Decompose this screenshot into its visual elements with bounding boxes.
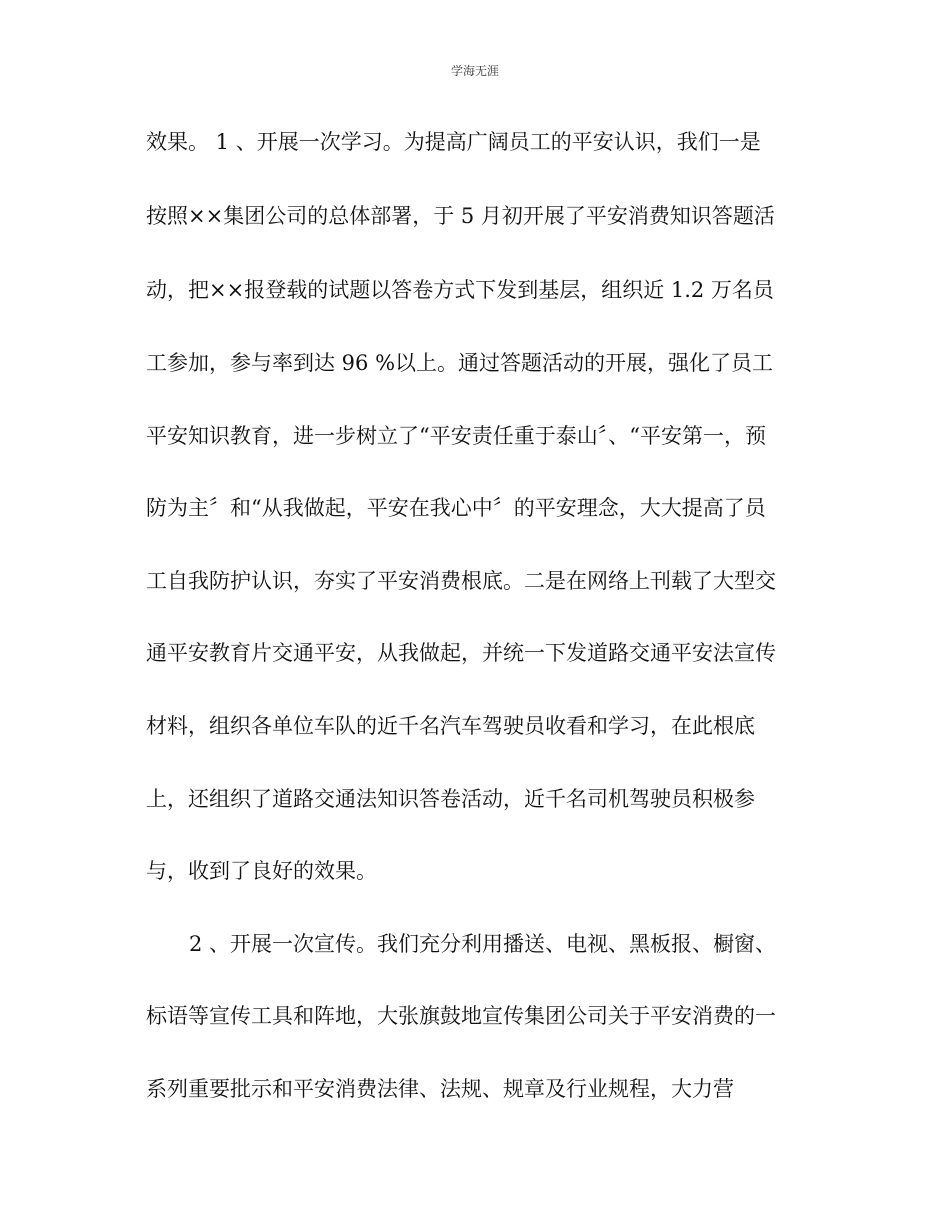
text-line: 与，收到了良好的效果。 bbox=[146, 859, 377, 883]
text-line: 效果。 1 、开展一次学习。为提高广阔员工的平安认识，我们一是 bbox=[146, 130, 761, 154]
text-line: 标语等宣传工具和阵地，大张旗鼓地宣传集团公司关于平安消费的一 bbox=[146, 1004, 776, 1028]
text-line: 材料，组织各单位车队的近千名汽车驾驶员收看和学习，在此根底 bbox=[146, 714, 755, 738]
text-line: 通平安教育片交通平安，从我做起，并统一下发道路交通平安法宣传 bbox=[146, 641, 776, 665]
text-line: 系列重要批示和平安消费法律、法规、规章及行业规程，大力营 bbox=[146, 1077, 734, 1101]
page-header: 学海无涯 bbox=[450, 64, 499, 78]
text-line: 上，还组织了道路交通法知识答卷活动，近千名司机驾驶员积极参 bbox=[146, 787, 755, 811]
text-line: 平安知识教育，进一步树立了“平安责任重于泰山〞、“平安第一，预 bbox=[146, 424, 766, 448]
text-line: 防为主〞和“从我做起，平安在我心中〞的平安理念，大大提高了员 bbox=[146, 496, 766, 520]
text-line: 按照××集团公司的总体部署，于 5 月初开展了平安消费知识答题活 bbox=[146, 204, 775, 228]
text-line: 动，把××报登载的试题以答卷方式下发到基层，组织近 1.2 万名员 bbox=[146, 278, 774, 302]
text-line: 工自我防护认识，夯实了平安消费根底。二是在网络上刊载了大型交 bbox=[146, 569, 776, 593]
paragraph-first-line: 2 、开展一次宣传。我们充分利用播送、电视、黑板报、橱窗、 bbox=[189, 932, 777, 956]
text-line: 工参加，参与率到达 96 %以上。通过答题活动的开展，强化了员工 bbox=[146, 351, 774, 375]
